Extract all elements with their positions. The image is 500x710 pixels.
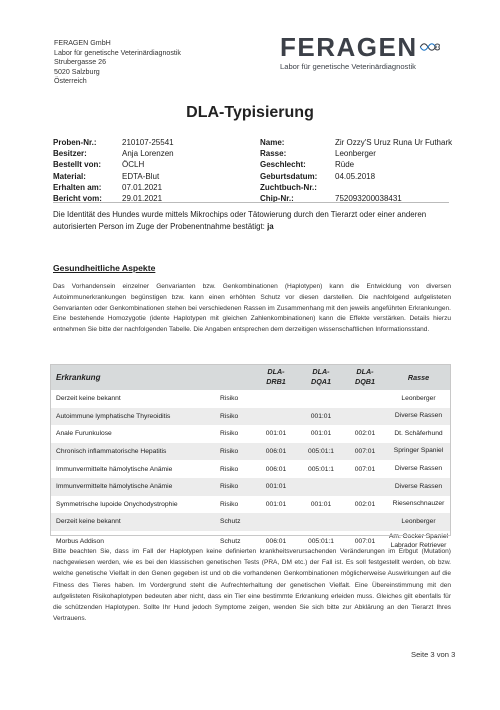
header-dqb1 [344, 364, 386, 390]
meta-value: ÖCLH [122, 160, 145, 170]
sender-line: Österreich [54, 77, 87, 86]
meta-label: Rasse: [260, 149, 287, 159]
cell-type: Risiko [218, 460, 254, 478]
cell-type: Risiko [218, 478, 254, 496]
meta-value: 04.05.2018 [335, 171, 376, 181]
meta-value: Anja Lorenzen [122, 149, 174, 159]
meta-label: Material: [53, 171, 86, 181]
cell-disease: Autoimmune lymphatische Thyreoiditis [50, 408, 218, 426]
meta-row [53, 182, 174, 193]
divider [53, 202, 449, 203]
cell-dqa1: 001:01 [298, 425, 344, 443]
meta-label: Bestellt von: [53, 160, 102, 170]
meta-value: Leonberger [335, 149, 376, 159]
cell-breed: Diverse Rassen [386, 460, 451, 478]
section-title: Gesundheitliche Aspekte [53, 263, 156, 273]
header-drb1-label: DLA-DRB1 [266, 367, 286, 386]
cell-dqa1: 005:01:1 [298, 460, 344, 478]
cell-dqa1 [298, 513, 344, 531]
header-dqa1-label: DLA-DQA1 [311, 367, 331, 386]
meta-row [53, 171, 174, 182]
cell-drb1 [254, 408, 298, 426]
meta-label: Geburtsdatum: [260, 171, 318, 181]
cell-disease: Anale Furunkulose [50, 425, 218, 443]
header-dqb1-label: DLA-DQB1 [355, 367, 375, 386]
cell-dqb1: 002:01 [344, 496, 386, 514]
meta-label: Besitzer: [53, 149, 87, 159]
page-title: DLA-Typisierung [186, 104, 314, 121]
table-row [50, 478, 451, 496]
cell-dqb1 [344, 390, 386, 408]
meta-row [53, 159, 174, 170]
cell-breed: Am. Cocker Spaniel Labrador Retriever [386, 531, 451, 553]
intro-paragraph: Das Vorhandensein einzelner Genvarianten bzw. Genkombinationen (Haplotypen) kann die Entwicklung von diversen Autoimmunerkrankungen begünstigen bzw. kann einen erhöhten Schutz vor diesen darstellen. Die nachfolgend aufgelisteten Genvarianten oder Genkombinationen stehen bei verschiedenen Rassen im Zusammenhang mit den jeweils angeführten Erkrankungen. Eine bestehende Homozygotie (idente Haplotypen mit gleichen Zahlenkombinationen) kann die Effekte verstärken. Details hierzu entnehmen Sie bitte der nachfolgenden Tabelle. Die Angaben entsprechen dem derzeitigen wissenschaftlichen Informationsstand. [53, 283, 451, 334]
meta-label: Geschlecht: [260, 160, 306, 170]
cell-breed: Leonberger [386, 390, 451, 408]
cell-drb1 [254, 513, 298, 531]
meta-value: 29.01.2021 [122, 194, 163, 204]
meta-label: Erhalten am: [53, 182, 102, 192]
table-header-row [50, 364, 451, 390]
table-row [50, 513, 451, 531]
sender-line: Labor für genetische Veterinärdiagnostik [54, 48, 181, 57]
dog-info [260, 137, 452, 204]
cell-drb1: 001:01 [254, 425, 298, 443]
cell-dqa1: 005:01:1 [298, 531, 344, 553]
meta-label: Bericht vom: [53, 194, 102, 204]
meta-label: Name: [260, 138, 285, 147]
table-row [50, 408, 451, 426]
meta-label: Zuchtbuch-Nr.: [260, 182, 317, 192]
meta-value: 210107-25541 [122, 138, 174, 147]
cell-disease: Derzeit keine bekannt [50, 390, 218, 408]
table-row [50, 390, 451, 408]
cell-drb1 [254, 390, 298, 408]
cell-breed: Diverse Rassen [386, 408, 451, 426]
cell-dqa1: 005:01:1 [298, 443, 344, 461]
header-breed: Rasse [386, 364, 451, 390]
meta-value: Zir Ozzy'S Uruz Runa Ur Futhark [335, 138, 453, 147]
meta-value: EDTA-Blut [122, 171, 160, 181]
cell-dqa1 [298, 478, 344, 496]
cell-type: Schutz [218, 531, 254, 553]
sender-line: FERAGEN GmbH [54, 39, 111, 47]
meta-row [260, 148, 452, 159]
meta-value: 752093200038431 [335, 194, 402, 204]
cell-disease: Derzeit keine bekannt [50, 513, 218, 531]
meta-label: Chip-Nr.: [260, 194, 294, 204]
cell-drb1: 001:01 [254, 496, 298, 514]
sender-address [54, 39, 181, 87]
meta-row [53, 137, 174, 148]
cell-drb1: 006:01 [254, 531, 298, 553]
closing-paragraph: Bitte beachten Sie, dass im Fall der Haplotypen keine definierten krankheitsverursachenden Veränderungen im Erbgut (Mutation) nachgewiesen werden, wie es bei den klassischen genetischen Tests (PRA, DM etc.) der Fall ist. Es soll festgestellt werden, ob bzw. welche genetische Vielfalt in den Genen gegeben ist und ob die vorhandenen Genkombinationen möglicherweise Auswirkungen auf die Fitness des Tieres haben. Im Vordergrund steht die Aufrechterhaltung der genetischen Vielfalt. Eine Übereinstimmung mit den aufgelisteten Risikohaplotypen bedeuten aber nicht, dass ein Tier eine bestimmte Erkrankung erleiden muss. Gleiches gilt ebenfalls für die schützenden Haplotypen. Sollte Ihr Hund jedoch Symptome zeigen, wenden Sie sich bitte zur Abklärung an den Tierarzt Ihres Vertrauens. [53, 548, 451, 623]
meta-row [260, 137, 452, 148]
logo-tagline: Labor für genetische Veterinärdiagnostik [280, 62, 416, 71]
cell-disease: Symmetrische lupoide Onychodystrophie [50, 496, 218, 514]
cell-dqb1: 007:01 [344, 460, 386, 478]
sender-line: Strubergasse 26 [54, 58, 107, 67]
dna-helix-icon [419, 35, 440, 59]
logo-wordmark: FERAGEN [280, 32, 418, 62]
cell-dqb1: 007:01 [344, 531, 386, 553]
cell-type: Schutz [218, 513, 254, 531]
table-row [50, 460, 451, 478]
cell-breed: Diverse Rassen [386, 478, 451, 496]
cell-type: Risiko [218, 443, 254, 461]
cell-breed: Springer Spaniel [386, 443, 451, 461]
cell-type: Risiko [218, 408, 254, 426]
cell-breed: Leonberger [386, 513, 451, 531]
cell-breed: Riesenschnauzer [386, 496, 451, 514]
header-drb1 [254, 364, 298, 390]
page-number: Seite 3 von 3 [411, 650, 456, 659]
identity-text: Die Identität des Hundes wurde mittels Mikrochips oder Tätowierung durch den Tierarzt oder einer anderen autorisierten Person im Zuge der Probenentnahme bestätigt: [53, 210, 427, 231]
cell-type: Risiko [218, 496, 254, 514]
meta-row [260, 171, 452, 182]
identity-statement [53, 209, 453, 233]
cell-disease: Morbus Addison [50, 531, 218, 553]
cell-type: Risiko [218, 390, 254, 408]
cell-disease: Immunvermittelte hämolytische Anämie [50, 460, 218, 478]
cell-dqb1 [344, 408, 386, 426]
meta-value: 07.01.2021 [122, 182, 163, 192]
table-row [50, 496, 451, 514]
header-dqa1 [298, 364, 344, 390]
cell-drb1: 001:01 [254, 478, 298, 496]
cell-dqb1 [344, 478, 386, 496]
cell-drb1: 006:01 [254, 443, 298, 461]
meta-value: Rüde [335, 160, 355, 170]
cell-dqa1: 001:01 [298, 496, 344, 514]
cell-dqa1: 001:01 [298, 408, 344, 426]
cell-disease: Immunvermittelte hämolytische Anämie [50, 478, 218, 496]
meta-row [260, 182, 452, 193]
meta-row [53, 148, 174, 159]
feragen-logo [280, 34, 440, 71]
cell-dqb1: 002:01 [344, 425, 386, 443]
cell-dqa1 [298, 390, 344, 408]
cell-breed: Dt. Schäferhund [386, 425, 451, 443]
header-type [218, 364, 254, 390]
meta-row [260, 159, 452, 170]
cell-dqb1 [344, 513, 386, 531]
cell-disease: Chronisch inflammatorische Hepatitis [50, 443, 218, 461]
sender-line: 5020 Salzburg [54, 67, 100, 76]
table-row [50, 425, 451, 443]
identity-answer: ja [267, 222, 274, 231]
cell-drb1: 006:01 [254, 460, 298, 478]
meta-label: Proben-Nr.: [53, 138, 97, 147]
haplotype-table [50, 364, 451, 553]
cell-type: Risiko [218, 425, 254, 443]
header-disease: Erkrankung [50, 364, 218, 390]
cell-dqb1: 007:01 [344, 443, 386, 461]
sample-info [53, 137, 174, 204]
table-row [50, 443, 451, 461]
